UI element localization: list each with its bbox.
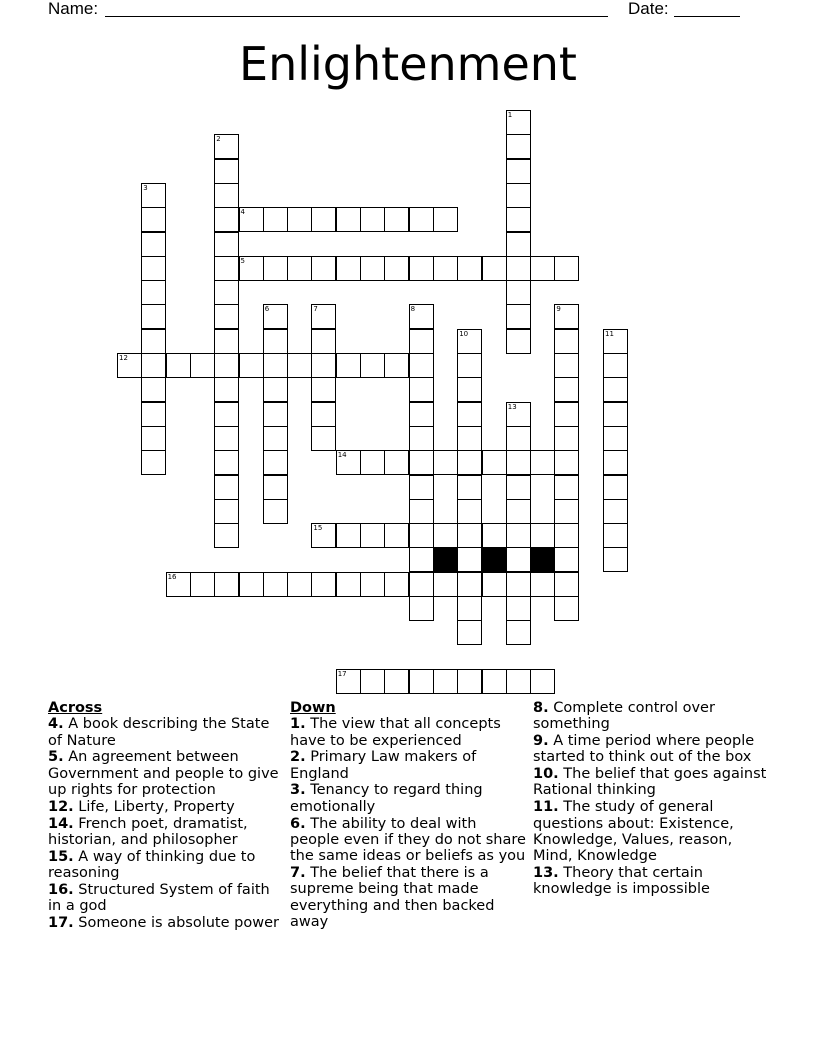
grid-cell[interactable]	[554, 596, 579, 621]
grid-cell[interactable]	[214, 402, 239, 427]
clue-text: A time period where people started to think out of the box	[533, 733, 755, 766]
across-clue-list	[48, 716, 286, 931]
grid-cell[interactable]	[141, 280, 166, 305]
grid-cell[interactable]	[360, 572, 385, 597]
grid-cell[interactable]	[214, 183, 239, 208]
grid-cell[interactable]	[141, 207, 166, 232]
clue-number-label: 8.	[533, 700, 549, 716]
grid-cell[interactable]	[287, 353, 312, 378]
across-clues	[48, 700, 286, 932]
grid-cell[interactable]	[554, 304, 579, 329]
grid-cell[interactable]	[603, 450, 628, 475]
grid-cell[interactable]	[263, 499, 288, 524]
grid-cell[interactable]	[214, 304, 239, 329]
grid-cell[interactable]	[263, 256, 288, 281]
grid-cell[interactable]	[603, 523, 628, 548]
clue-number-label: 14.	[48, 815, 74, 832]
grid-cell[interactable]	[530, 256, 555, 281]
grid-cell[interactable]	[384, 669, 409, 694]
grid-cell[interactable]	[554, 329, 579, 354]
grid-cell[interactable]	[482, 572, 507, 597]
grid-cell[interactable]	[311, 256, 336, 281]
grid-cell[interactable]	[506, 620, 531, 645]
clue-text: A way of thinking due to reasoning	[48, 848, 256, 881]
grid-cell[interactable]	[433, 523, 458, 548]
grid-cell[interactable]	[239, 572, 264, 597]
across-clue	[48, 799, 286, 815]
grid-cell[interactable]	[384, 256, 409, 281]
grid-cell[interactable]	[603, 547, 628, 572]
grid-cell[interactable]	[457, 353, 482, 378]
grid-cell[interactable]	[554, 256, 579, 281]
clue-number-label: 10.	[533, 766, 559, 783]
grid-cell[interactable]	[360, 523, 385, 548]
grid-cell[interactable]	[117, 353, 142, 378]
grid-cell[interactable]	[287, 207, 312, 232]
grid-cell[interactable]	[433, 669, 458, 694]
grid-cell[interactable]	[141, 402, 166, 427]
grid-cell[interactable]	[409, 475, 434, 500]
clue-text: Life, Liberty, Property	[73, 798, 235, 815]
grid-cell[interactable]	[287, 572, 312, 597]
clue-number: 11	[605, 329, 614, 338]
grid-cell[interactable]	[457, 426, 482, 451]
grid-cell[interactable]	[530, 669, 555, 694]
page-title: Enlightenment	[239, 37, 577, 91]
grid-cell[interactable]	[166, 353, 191, 378]
grid-cell[interactable]	[457, 402, 482, 427]
grid-cell[interactable]	[554, 450, 579, 475]
grid-cell[interactable]	[336, 353, 361, 378]
grid-cell[interactable]	[506, 304, 531, 329]
down-clue	[290, 716, 528, 749]
clue-text: Structured System of faith in a god	[48, 881, 270, 915]
grid-cell[interactable]	[311, 353, 336, 378]
grid-cell[interactable]	[263, 377, 288, 402]
grid-cell[interactable]	[457, 669, 482, 694]
clue-text: French poet, dramatist, historian, and philosopher	[48, 815, 248, 848]
grid-cell[interactable]	[603, 475, 628, 500]
grid-cell[interactable]	[457, 450, 482, 475]
grid-cell[interactable]	[263, 426, 288, 451]
grid-cell[interactable]	[482, 523, 507, 548]
clue-number: 5	[240, 256, 245, 265]
grid-cell[interactable]	[554, 547, 579, 572]
grid-cell[interactable]	[506, 547, 531, 572]
grid-cell[interactable]	[214, 572, 239, 597]
clue-text: The view that all concepts have to be experienced	[290, 716, 501, 749]
clue-number: 13	[507, 402, 517, 411]
grid-cell[interactable]	[214, 256, 239, 281]
grid-cell[interactable]	[384, 353, 409, 378]
grid-cell[interactable]	[166, 572, 191, 597]
clue-number: 1	[507, 111, 513, 119]
grid-cell[interactable]	[506, 475, 531, 500]
grid-cell[interactable]	[263, 450, 288, 475]
grid-cell[interactable]	[239, 207, 264, 232]
clue-number: 14	[337, 451, 347, 460]
grid-cell[interactable]	[530, 450, 555, 475]
grid-cell[interactable]	[360, 669, 385, 694]
grid-cell[interactable]	[311, 329, 336, 354]
grid-cell[interactable]	[506, 110, 531, 135]
clue-text: Primary Law makers of England	[290, 749, 477, 782]
across-clue	[48, 716, 286, 749]
grid-cell[interactable]	[457, 547, 482, 572]
grid-cell[interactable]	[506, 402, 531, 427]
grid-cell[interactable]	[263, 402, 288, 427]
grid-cell[interactable]	[311, 572, 336, 597]
grid-cell[interactable]	[457, 475, 482, 500]
grid-cell[interactable]	[506, 134, 531, 159]
clue-text: Someone is absolute power	[73, 914, 279, 931]
grid-cell[interactable]	[214, 207, 239, 232]
grid-cell[interactable]	[409, 207, 434, 232]
clue-number: 15	[313, 524, 323, 533]
grid-cell[interactable]	[409, 596, 434, 621]
down-clue-list	[290, 716, 528, 930]
clue-number-label: 7.	[290, 864, 306, 881]
grid-cell[interactable]	[530, 523, 555, 548]
across-clue	[48, 749, 286, 798]
grid-cell[interactable]	[409, 547, 434, 572]
grid-cell[interactable]	[457, 596, 482, 621]
grid-cell[interactable]	[214, 280, 239, 305]
clue-number-label: 9.	[533, 733, 549, 750]
clue-number: 8	[410, 305, 416, 314]
grid-cell[interactable]	[336, 572, 361, 597]
grid-cell[interactable]	[457, 523, 482, 548]
across-heading: Across	[48, 700, 103, 716]
grid-cell[interactable]	[336, 523, 361, 548]
grid-cell[interactable]	[263, 572, 288, 597]
grid-cell[interactable]	[214, 353, 239, 378]
grid-cell[interactable]	[214, 159, 239, 184]
grid-cell[interactable]	[409, 523, 434, 548]
clue-number: 17	[337, 669, 347, 678]
grid-cell[interactable]	[360, 256, 385, 281]
grid-cell[interactable]	[311, 304, 336, 329]
clue-number: 3	[143, 183, 148, 192]
grid-cell[interactable]	[409, 499, 434, 524]
clue-number: 7	[313, 305, 318, 314]
grid-cell[interactable]	[409, 426, 434, 451]
grid-cell[interactable]	[554, 377, 579, 402]
grid-cell[interactable]	[433, 572, 458, 597]
grid-cell[interactable]	[141, 256, 166, 281]
down-clue	[533, 799, 773, 864]
clue-number: 6	[264, 305, 270, 314]
grid-cell[interactable]	[263, 353, 288, 378]
clue-number-label: 17.	[48, 914, 74, 931]
clue-number-label: 11.	[533, 799, 559, 816]
grid-cell[interactable]	[239, 353, 264, 378]
grid-cell[interactable]	[336, 207, 361, 232]
grid-cell[interactable]	[409, 402, 434, 427]
grid-cell[interactable]	[457, 572, 482, 597]
down-clue-list-continued	[533, 700, 773, 898]
grid-cell[interactable]	[214, 499, 239, 524]
grid-cell[interactable]	[141, 426, 166, 451]
grid-cell[interactable]	[384, 450, 409, 475]
grid-cell[interactable]	[190, 353, 215, 378]
down-clues-continued	[533, 700, 773, 898]
grid-cell[interactable]	[384, 572, 409, 597]
grid-cell[interactable]	[141, 183, 166, 208]
grid-cell[interactable]	[311, 402, 336, 427]
clue-number-label: 13.	[533, 864, 559, 881]
black-cell	[530, 547, 555, 572]
grid-cell[interactable]	[263, 304, 288, 329]
grid-cell[interactable]	[141, 450, 166, 475]
grid-cell[interactable]	[554, 475, 579, 500]
grid-cell[interactable]	[409, 572, 434, 597]
down-clue	[290, 865, 528, 930]
grid-cell[interactable]	[141, 353, 166, 378]
grid-cell[interactable]	[360, 450, 385, 475]
grid-cell[interactable]	[409, 304, 434, 329]
grid-cell[interactable]	[554, 572, 579, 597]
down-clue	[290, 816, 528, 865]
down-clues	[290, 700, 528, 931]
grid-cell[interactable]	[506, 450, 531, 475]
down-clue	[533, 733, 773, 766]
clue-number-label: 4.	[48, 716, 64, 733]
clue-text: An agreement between Government and people to give up rights for protection	[48, 749, 279, 798]
grid-cell[interactable]	[554, 402, 579, 427]
grid-cell[interactable]	[141, 377, 166, 402]
clue-number-label: 1.	[290, 716, 306, 733]
grid-cell[interactable]	[141, 329, 166, 354]
grid-cell[interactable]	[482, 450, 507, 475]
grid-cell[interactable]	[603, 499, 628, 524]
clue-number-label: 15.	[48, 848, 74, 865]
grid-cell[interactable]	[239, 256, 264, 281]
black-cell	[482, 547, 507, 572]
grid-cell[interactable]	[457, 256, 482, 281]
grid-cell[interactable]	[214, 134, 239, 159]
grid-cell[interactable]	[263, 475, 288, 500]
clue-text: The belief that there is a supreme being that made everything and then backed away	[290, 864, 495, 930]
grid-cell[interactable]	[336, 256, 361, 281]
grid-cell[interactable]	[506, 523, 531, 548]
clue-text: The belief that goes against Rational thinking	[533, 766, 767, 799]
grid-cell[interactable]	[506, 280, 531, 305]
clue-text: A book describing the State of Nature	[48, 716, 270, 749]
grid-cell[interactable]	[506, 183, 531, 208]
grid-cell[interactable]	[506, 596, 531, 621]
grid-cell[interactable]	[409, 353, 434, 378]
grid-cell[interactable]	[554, 523, 579, 548]
clue-number: 9	[556, 305, 561, 314]
grid-cell[interactable]	[214, 450, 239, 475]
grid-cell[interactable]	[141, 232, 166, 257]
grid-cell[interactable]	[214, 426, 239, 451]
grid-cell[interactable]	[311, 426, 336, 451]
grid-cell[interactable]	[384, 207, 409, 232]
grid-cell[interactable]	[554, 426, 579, 451]
grid-cell[interactable]	[190, 572, 215, 597]
clue-number-label: 12.	[48, 798, 74, 815]
grid-cell[interactable]	[214, 377, 239, 402]
grid-cell[interactable]	[214, 523, 239, 548]
grid-cell[interactable]	[554, 499, 579, 524]
clue-text: Complete control over something	[533, 700, 715, 733]
grid-cell[interactable]	[433, 450, 458, 475]
grid-cell[interactable]	[141, 304, 166, 329]
down-clue	[533, 700, 773, 733]
grid-cell[interactable]	[530, 572, 555, 597]
grid-cell[interactable]	[214, 232, 239, 257]
grid-cell[interactable]	[409, 329, 434, 354]
clue-number-label: 16.	[48, 881, 74, 898]
down-clue	[533, 766, 773, 799]
grid-cell[interactable]	[506, 207, 531, 232]
clue-number: 10	[459, 329, 469, 338]
clue-number-label: 5.	[48, 749, 64, 766]
grid-cell[interactable]	[457, 329, 482, 354]
grid-cell[interactable]	[603, 329, 628, 354]
grid-cell[interactable]	[506, 426, 531, 451]
grid-cell[interactable]	[287, 256, 312, 281]
grid-cell[interactable]	[311, 207, 336, 232]
grid-cell[interactable]	[214, 329, 239, 354]
grid-cell[interactable]	[457, 499, 482, 524]
grid-cell[interactable]	[311, 377, 336, 402]
grid-cell[interactable]	[336, 669, 361, 694]
clue-number: 4	[240, 208, 245, 217]
clue-number: 16	[167, 572, 177, 581]
clue-text: The study of general questions about: Existence, Knowledge, Values, reason, Mind, Knowledge	[533, 799, 734, 865]
clue-number-label: 3.	[290, 782, 306, 799]
grid-cell[interactable]	[409, 256, 434, 281]
grid-cell[interactable]	[603, 353, 628, 378]
clue-number-label: 2.	[290, 749, 306, 766]
grid-cell[interactable]	[554, 353, 579, 378]
grid-cell[interactable]	[214, 475, 239, 500]
grid-cell[interactable]	[506, 159, 531, 184]
across-clue	[48, 816, 286, 849]
grid-cell[interactable]	[457, 377, 482, 402]
down-clue	[533, 865, 773, 898]
grid-cell[interactable]	[506, 256, 531, 281]
grid-cell[interactable]	[409, 669, 434, 694]
clue-text: Tenancy to regard thing emotionally	[290, 782, 483, 815]
down-clue	[290, 749, 528, 782]
black-cell	[433, 547, 458, 572]
clue-number: 12	[119, 354, 128, 362]
grid-cell[interactable]	[506, 232, 531, 257]
grid-cell[interactable]	[360, 207, 385, 232]
grid-cell[interactable]	[603, 377, 628, 402]
grid-cell[interactable]	[360, 353, 385, 378]
grid-cell[interactable]	[263, 207, 288, 232]
grid-cell[interactable]	[263, 329, 288, 354]
date-label: Date:	[628, 0, 669, 18]
grid-cell[interactable]	[409, 450, 434, 475]
grid-cell[interactable]	[336, 450, 361, 475]
grid-cell[interactable]	[311, 523, 336, 548]
clue-text: The ability to deal with people even if they do not share the same ideas or beliefs as you	[290, 815, 526, 865]
name-label: Name:	[48, 0, 99, 18]
clue-text: Theory that certain knowledge is impossible	[533, 864, 710, 898]
grid-cell[interactable]	[433, 207, 458, 232]
across-clue	[48, 915, 286, 931]
grid-cell[interactable]	[384, 523, 409, 548]
grid-cell[interactable]	[409, 377, 434, 402]
across-clue	[48, 849, 286, 882]
clue-number-label: 6.	[290, 815, 306, 832]
grid-cell[interactable]	[506, 572, 531, 597]
grid-cell[interactable]	[506, 499, 531, 524]
grid-cell[interactable]	[506, 669, 531, 694]
grid-cell[interactable]	[482, 256, 507, 281]
down-heading: Down	[290, 700, 336, 716]
grid-cell[interactable]	[603, 426, 628, 451]
grid-cell[interactable]	[482, 669, 507, 694]
clue-number: 2	[216, 135, 221, 144]
down-clue	[290, 782, 528, 815]
grid-cell[interactable]	[457, 620, 482, 645]
grid-cell[interactable]	[603, 402, 628, 427]
grid-cell[interactable]	[433, 256, 458, 281]
across-clue	[48, 882, 286, 915]
grid-cell[interactable]	[506, 329, 531, 354]
